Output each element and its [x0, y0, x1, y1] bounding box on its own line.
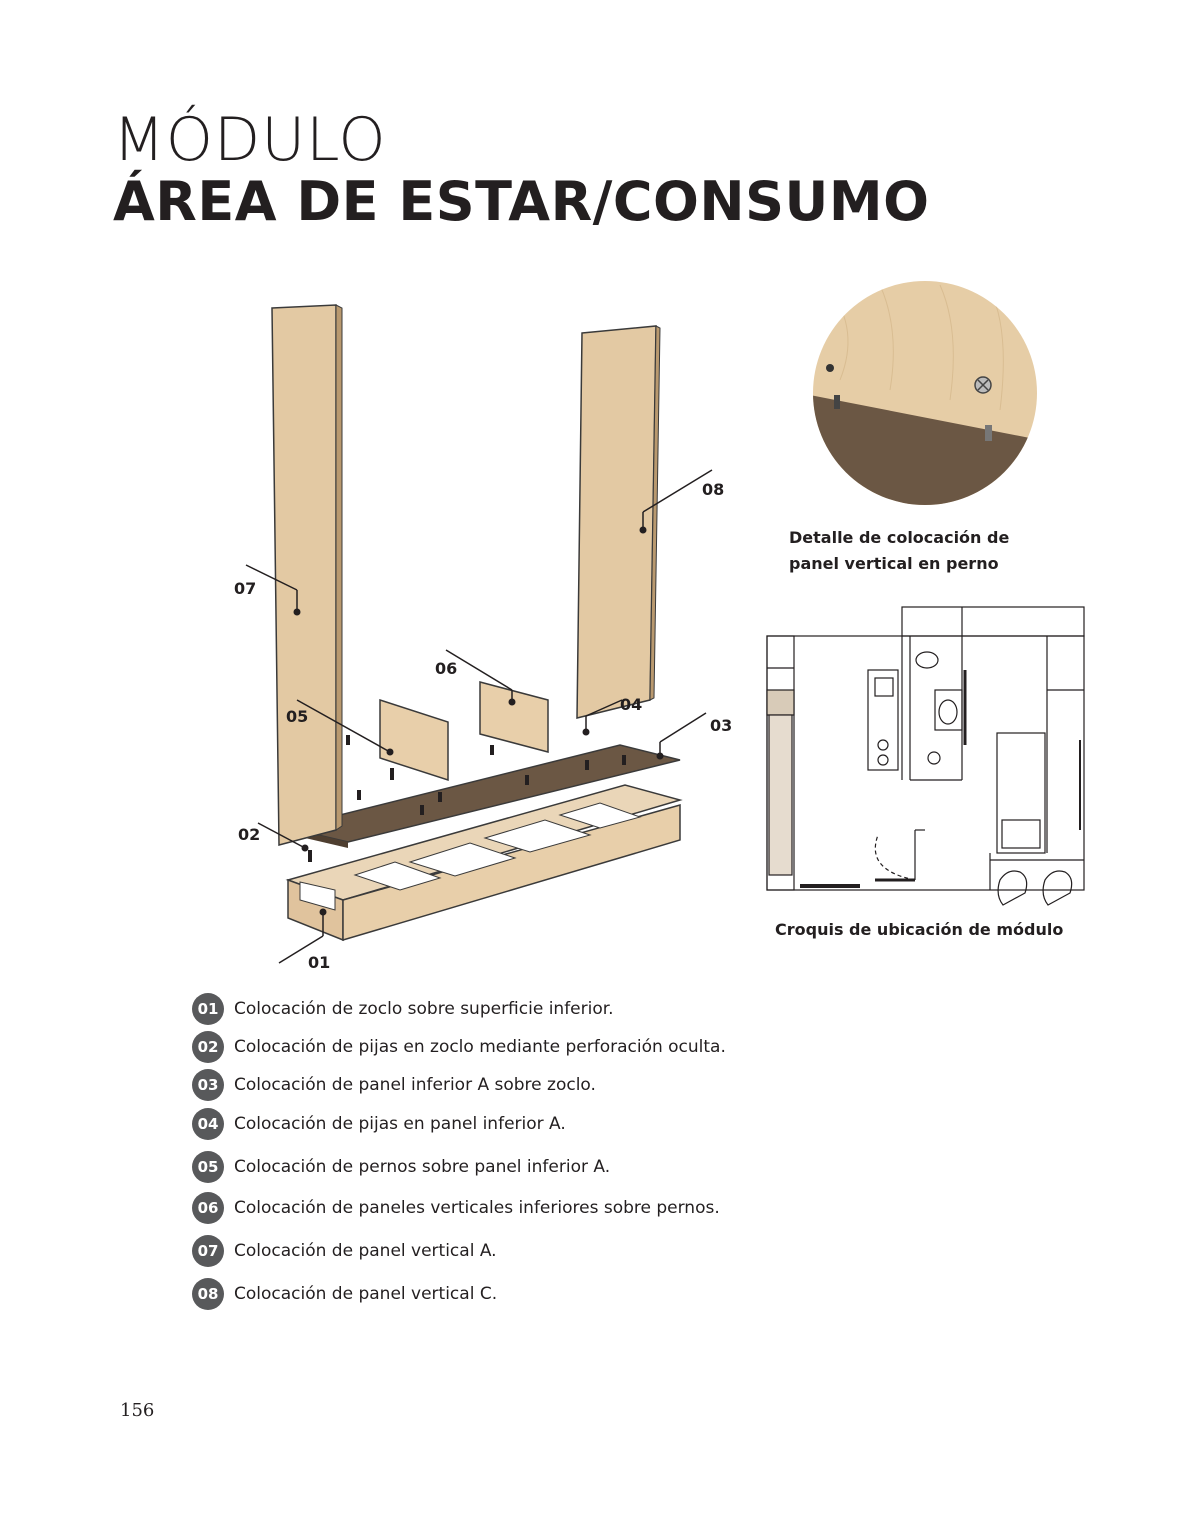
step-text: Colocación de pijas en panel inferior A.: [234, 1114, 566, 1134]
floor-plan: [767, 607, 1084, 905]
title-area: ÁREA DE ESTAR/CONSUMO: [113, 170, 930, 233]
step-badge: 04: [192, 1108, 224, 1140]
small-panel-06: [480, 682, 548, 752]
step-badge: 08: [192, 1278, 224, 1310]
step-04: [192, 1108, 566, 1140]
detail-circle: [810, 280, 1040, 510]
step-badge: 03: [192, 1069, 224, 1101]
step-03: [192, 1069, 596, 1101]
step-01: [192, 993, 614, 1025]
step-text: Colocación de pernos sobre panel inferior A.: [234, 1157, 611, 1177]
callout-04: 04: [620, 695, 643, 714]
title-module: MÓDULO: [113, 105, 387, 175]
step-text: Colocación de panel vertical A.: [234, 1241, 497, 1261]
step-badge: 05: [192, 1151, 224, 1183]
detail-caption-line2: panel vertical en perno: [789, 554, 999, 573]
step-text: Colocación de zoclo sobre superficie inferior.: [234, 999, 614, 1019]
step-badge: 06: [192, 1192, 224, 1224]
step-05: [192, 1151, 610, 1183]
page-number: 156: [120, 1400, 155, 1421]
callout-02: 02: [238, 825, 261, 844]
detail-caption-line1: Detalle de colocación de: [789, 528, 1010, 547]
detail-caption: [789, 525, 1009, 577]
tall-panel-08: [577, 326, 656, 718]
step-07: [192, 1235, 497, 1267]
step-text: Colocación de paneles verticales inferiores sobre pernos.: [234, 1198, 720, 1218]
plan-caption: Croquis de ubicación de módulo: [775, 920, 1064, 939]
exploded-assembly: [234, 305, 732, 972]
callout-03: 03: [710, 716, 733, 735]
step-text: Colocación de panel vertical C.: [234, 1284, 498, 1304]
callout-05: 05: [286, 707, 309, 726]
tall-panel-07: [272, 305, 336, 845]
step-text: Colocación de pijas en zoclo mediante perforación oculta.: [234, 1037, 726, 1057]
callout-07: 07: [234, 579, 257, 598]
step-06: [192, 1192, 720, 1224]
step-badge: 07: [192, 1235, 224, 1267]
step-02: [192, 1031, 726, 1063]
callout-01: 01: [308, 953, 331, 972]
step-08: [192, 1278, 497, 1310]
step-badge: 01: [192, 993, 224, 1025]
callout-08: 08: [702, 480, 725, 499]
step-text: Colocación de panel inferior A sobre zoclo.: [234, 1075, 596, 1095]
step-badge: 02: [192, 1031, 224, 1063]
callout-06: 06: [435, 659, 458, 678]
